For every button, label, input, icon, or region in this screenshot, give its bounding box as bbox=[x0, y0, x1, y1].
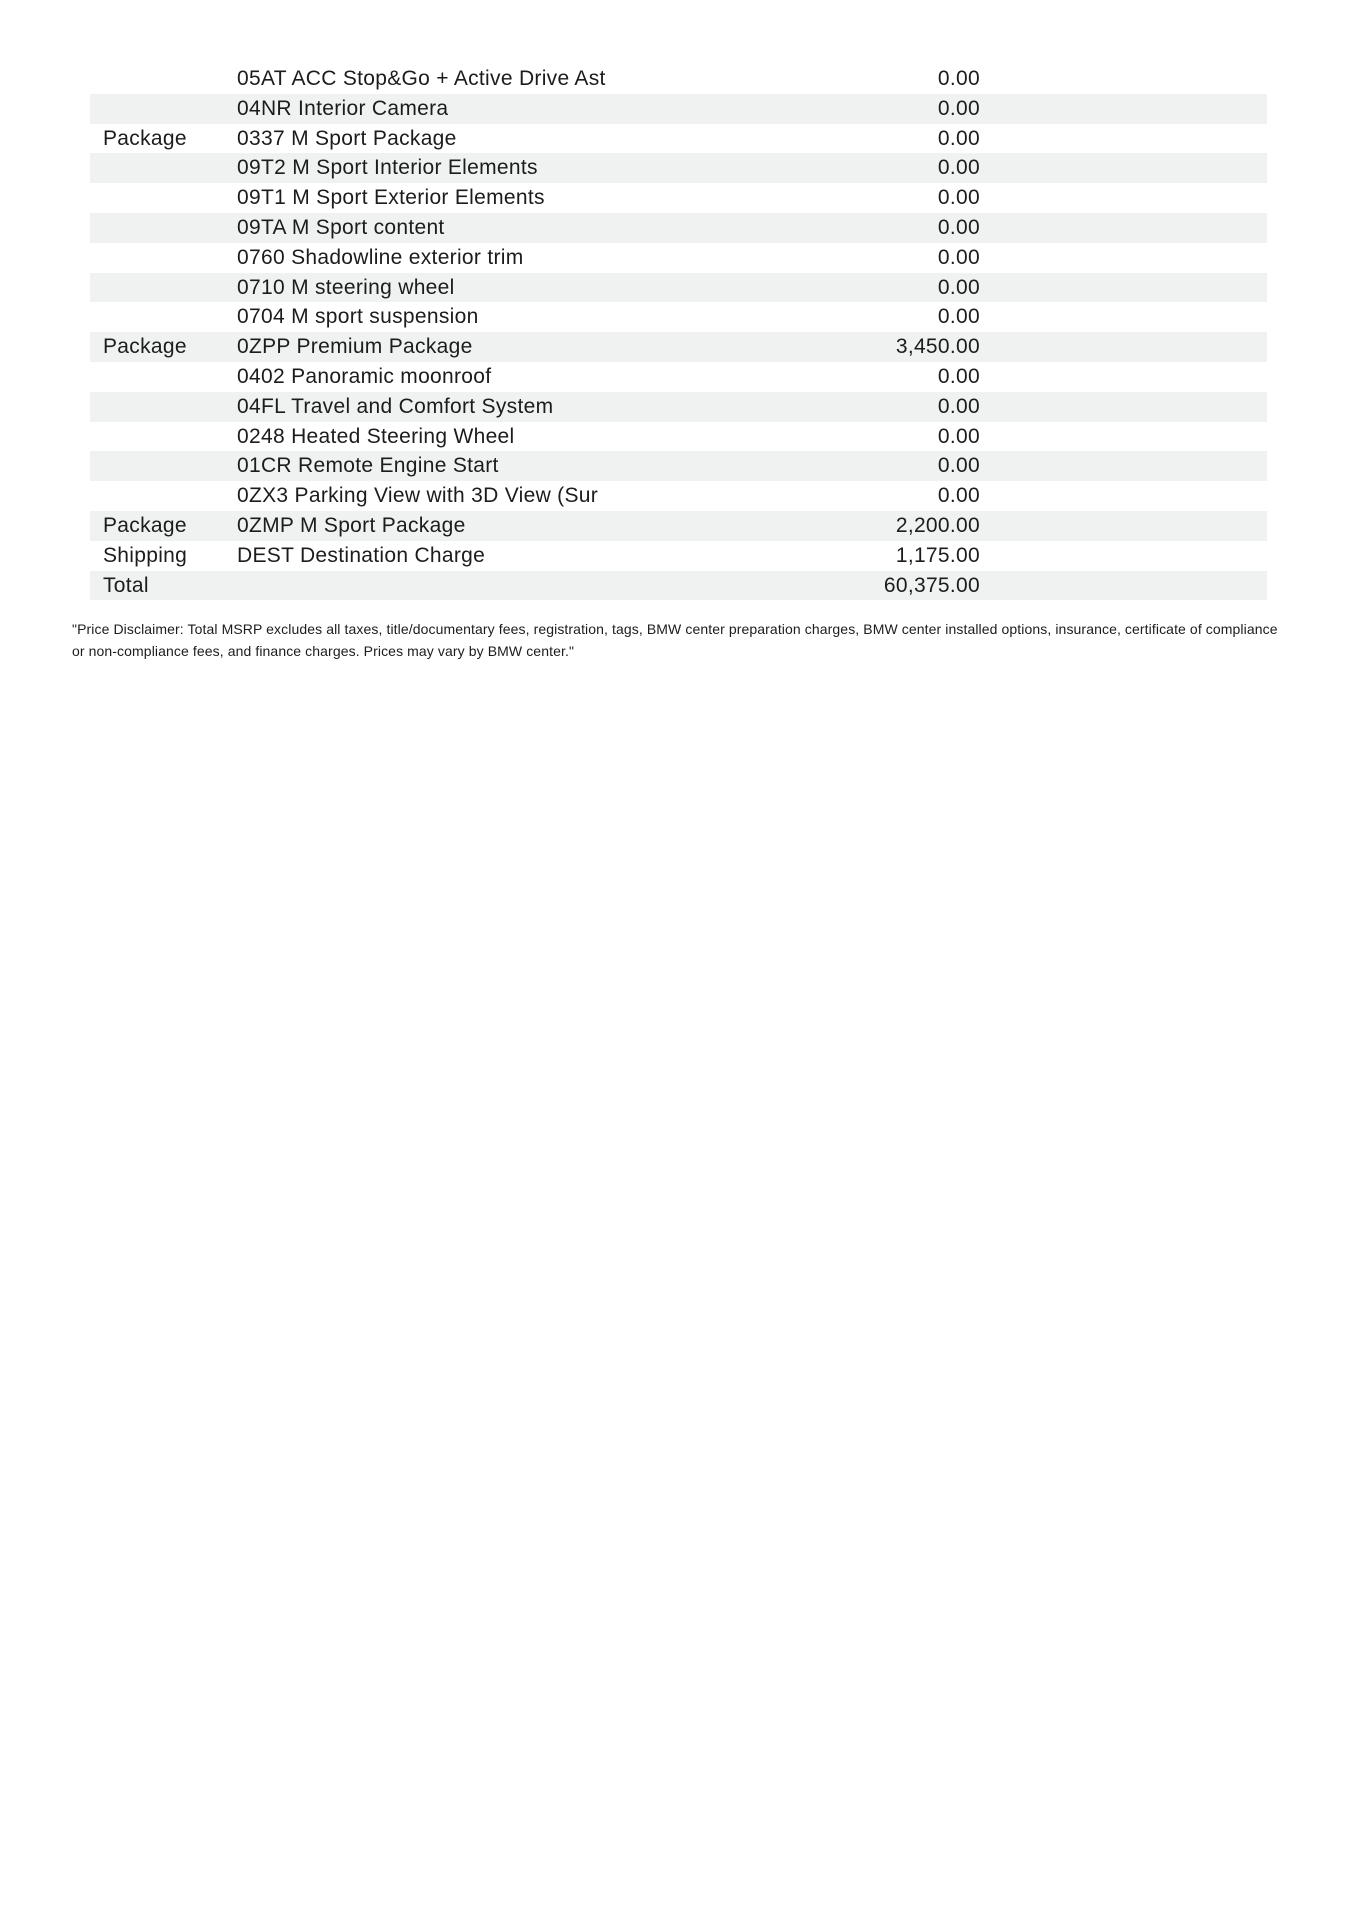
item-name: M Sport Interior Elements bbox=[292, 156, 538, 180]
row-price: 0.00 bbox=[937, 215, 980, 239]
item-name: M Sport Package bbox=[299, 513, 466, 537]
item-name: Panoramic moonroof bbox=[291, 364, 492, 388]
row-price: 0.00 bbox=[937, 364, 980, 388]
table-row bbox=[90, 481, 1267, 511]
item-code: 0760 bbox=[237, 245, 285, 269]
row-item bbox=[237, 332, 830, 362]
row-item bbox=[237, 273, 830, 303]
item-code: 0ZMP bbox=[237, 513, 294, 537]
item-code: 04FL bbox=[237, 394, 286, 418]
item-code: 0337 bbox=[237, 126, 285, 150]
row-item bbox=[237, 213, 830, 243]
item-code: 09T2 bbox=[237, 156, 287, 180]
row-item bbox=[237, 392, 830, 422]
table-row bbox=[90, 302, 1267, 332]
item-name: Destination Charge bbox=[299, 543, 486, 567]
row-category bbox=[90, 422, 237, 452]
row-category bbox=[90, 64, 237, 94]
row-price: 0.00 bbox=[937, 156, 980, 180]
row-category bbox=[90, 213, 237, 243]
row-item bbox=[237, 481, 830, 511]
table-row bbox=[90, 124, 1267, 154]
row-category bbox=[90, 94, 237, 124]
row-item bbox=[237, 153, 830, 183]
row-item bbox=[237, 64, 830, 94]
item-name: M Sport content bbox=[291, 215, 445, 239]
row-price: 0.00 bbox=[937, 275, 980, 299]
table-row bbox=[90, 451, 1267, 481]
table-row bbox=[90, 153, 1267, 183]
row-item bbox=[237, 422, 830, 452]
table-row bbox=[90, 571, 1267, 601]
item-name: Heated Steering Wheel bbox=[291, 424, 515, 448]
row-price: 1,175.00 bbox=[895, 543, 980, 567]
price-disclaimer: "Price Disclaimer: Total MSRP excludes all taxes, title/documentary fees, registration, tags, BMW center preparation charges, BMW center installed options, insurance, certificate of compliance or non-compliance fees, and finance charges. Prices may vary by BMW center." bbox=[72, 621, 1278, 659]
item-name: M steering wheel bbox=[291, 275, 455, 299]
row-item bbox=[237, 451, 830, 481]
row-category bbox=[90, 481, 237, 511]
row-category: Total bbox=[103, 573, 149, 597]
table-row bbox=[90, 94, 1267, 124]
row-price: 0.00 bbox=[937, 126, 980, 150]
item-name: M sport suspension bbox=[291, 305, 479, 329]
row-price: 0.00 bbox=[937, 67, 980, 90]
row-item bbox=[237, 302, 830, 332]
item-code: 01CR bbox=[237, 454, 292, 478]
row-price: 2,200.00 bbox=[895, 513, 980, 537]
row-category bbox=[90, 451, 237, 481]
item-code: 0710 bbox=[237, 275, 285, 299]
row-category: Package bbox=[103, 513, 187, 537]
table-row bbox=[90, 213, 1267, 243]
item-name: Shadowline exterior trim bbox=[291, 245, 524, 269]
row-price: 3,450.00 bbox=[895, 335, 980, 359]
row-category bbox=[90, 392, 237, 422]
item-code: 0402 bbox=[237, 364, 285, 388]
row-item bbox=[237, 183, 830, 213]
row-price: 60,375.00 bbox=[883, 573, 980, 597]
item-name: M Sport Exterior Elements bbox=[292, 186, 545, 210]
table-row bbox=[90, 273, 1267, 303]
row-category: Package bbox=[103, 335, 187, 359]
row-item bbox=[237, 511, 830, 541]
row-item bbox=[237, 571, 830, 601]
options-price-table bbox=[90, 64, 1267, 600]
row-price: 0.00 bbox=[937, 186, 980, 210]
table-row bbox=[90, 183, 1267, 213]
item-name: Travel and Comfort System bbox=[291, 394, 554, 418]
item-name: Premium Package bbox=[296, 335, 473, 359]
item-name: Remote Engine Start bbox=[298, 454, 499, 478]
item-code: 04NR bbox=[237, 96, 292, 120]
row-item bbox=[237, 541, 830, 571]
table-row bbox=[90, 332, 1267, 362]
row-category bbox=[90, 183, 237, 213]
row-category bbox=[90, 273, 237, 303]
item-code: 0ZPP bbox=[237, 335, 291, 359]
row-price: 0.00 bbox=[937, 454, 980, 478]
item-code: 09TA bbox=[237, 215, 286, 239]
row-price: 0.00 bbox=[937, 96, 980, 120]
item-code: 0704 bbox=[237, 305, 285, 329]
item-code: 0ZX3 bbox=[237, 484, 289, 508]
item-code: 0248 bbox=[237, 424, 285, 448]
row-price: 0.00 bbox=[937, 484, 980, 508]
row-category: Package bbox=[103, 126, 187, 150]
row-item bbox=[237, 94, 830, 124]
item-name: Parking View with 3D View (Sur bbox=[294, 484, 599, 508]
row-category bbox=[90, 302, 237, 332]
table-row bbox=[90, 541, 1267, 571]
item-name: Interior Camera bbox=[298, 96, 449, 120]
row-category bbox=[90, 362, 237, 392]
item-name: M Sport Package bbox=[291, 126, 457, 150]
row-item bbox=[237, 243, 830, 273]
row-price: 0.00 bbox=[937, 305, 980, 329]
row-price: 0.00 bbox=[937, 245, 980, 269]
table-row bbox=[90, 64, 1267, 94]
row-price: 0.00 bbox=[937, 424, 980, 448]
item-code: 05AT bbox=[237, 67, 287, 90]
table-row bbox=[90, 422, 1267, 452]
item-code: 09T1 bbox=[237, 186, 287, 210]
row-category bbox=[90, 243, 237, 273]
item-name: ACC Stop&Go + Active Drive Ast bbox=[291, 67, 606, 90]
table-row bbox=[90, 392, 1267, 422]
row-category bbox=[90, 153, 237, 183]
item-code: DEST bbox=[237, 543, 294, 567]
row-item bbox=[237, 362, 830, 392]
row-category: Shipping bbox=[103, 543, 188, 567]
row-price: 0.00 bbox=[937, 394, 980, 418]
table-row bbox=[90, 511, 1267, 541]
row-item bbox=[237, 124, 830, 154]
table-row bbox=[90, 243, 1267, 273]
table-row bbox=[90, 362, 1267, 392]
